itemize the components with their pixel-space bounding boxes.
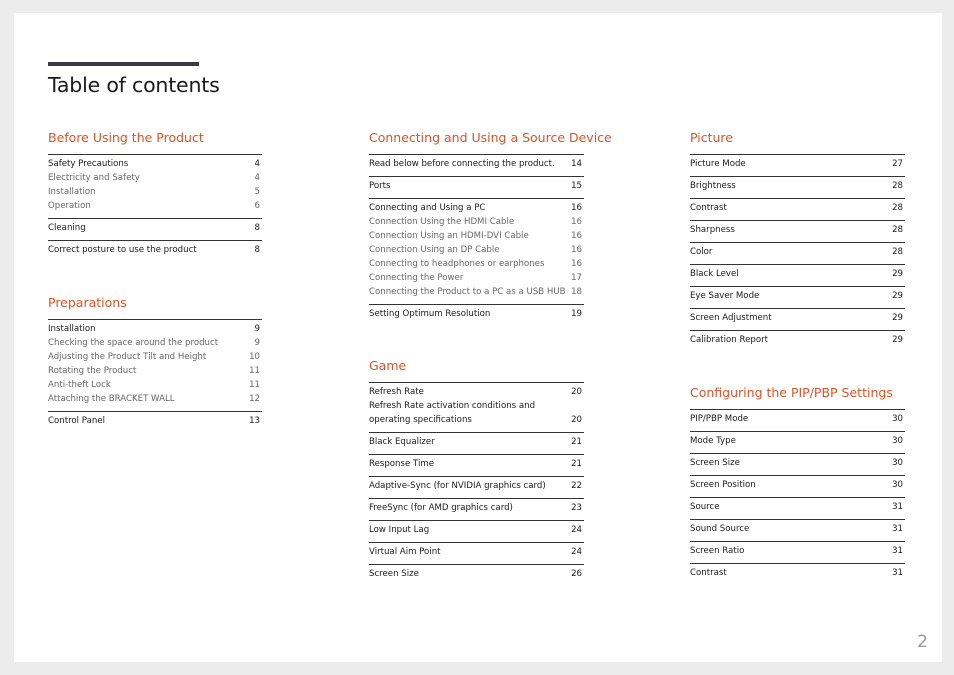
toc-entry-page: 24	[571, 525, 582, 535]
toc-entry-label: Refresh Rate	[369, 387, 424, 397]
toc-entry-page: 28	[892, 203, 903, 213]
toc-entry[interactable]	[369, 307, 584, 321]
toc-entry-page: 29	[892, 313, 903, 323]
section-connecting	[369, 129, 612, 326]
toc-subentry[interactable]	[369, 229, 584, 243]
toc-entry-page	[568, 399, 584, 413]
toc-entry-page: 4	[254, 173, 260, 183]
toc-group	[690, 563, 905, 585]
toc-entry[interactable]	[369, 399, 584, 413]
toc-subentry[interactable]	[48, 171, 262, 185]
toc-entry-label: Picture Mode	[690, 159, 746, 169]
toc-entry-label: Sharpness	[690, 225, 735, 235]
toc-entry[interactable]	[690, 223, 905, 237]
toc-entry[interactable]	[369, 435, 584, 449]
toc-group	[690, 431, 905, 453]
toc-entry-page: 16	[571, 217, 582, 227]
toc-group	[369, 564, 584, 586]
toc-entry-label: Connection Using the HDMI Cable	[369, 217, 515, 227]
toc-group	[48, 319, 262, 411]
toc-subentry[interactable]	[369, 271, 584, 285]
toc-entry-label: Connecting and Using a PC	[369, 203, 486, 213]
toc-entry-label: Adaptive-Sync (for NVIDIA graphics card)	[369, 481, 546, 491]
toc-entry-label: Sound Source	[690, 524, 750, 534]
toc-subentry[interactable]	[48, 392, 262, 406]
toc-entry-page: 13	[249, 416, 260, 426]
toc-group	[690, 242, 905, 264]
toc-group	[369, 542, 584, 564]
toc-entry-label: Screen Size	[690, 458, 740, 468]
toc-entry-page: 24	[571, 547, 582, 557]
toc-entry[interactable]	[690, 544, 905, 558]
toc-entry-label: Read below before connecting the product.	[369, 159, 555, 169]
toc-entry-page: 30	[892, 436, 903, 446]
toc-entry-page: 23	[571, 503, 582, 513]
toc-entry-page: 8	[254, 223, 260, 233]
section-title[interactable]: Configuring the PIP/PBP Settings	[690, 385, 893, 400]
toc-subentry[interactable]	[48, 185, 262, 199]
toc-group	[48, 218, 262, 240]
toc-entry-label: Anti-theft Lock	[48, 380, 111, 390]
toc-group	[369, 476, 584, 498]
toc-subentry[interactable]	[369, 285, 584, 299]
toc-entry-label: Color	[690, 247, 713, 257]
page-title: Table of contents	[48, 73, 220, 97]
toc-entry-label: Connecting the Product to a PC as a USB HUB	[369, 287, 566, 297]
toc-entry-page: 21	[571, 459, 582, 469]
section-game	[369, 357, 584, 586]
toc-entry-page: 21	[571, 437, 582, 447]
toc-subentry[interactable]	[48, 364, 262, 378]
toc-entry-page: 11	[249, 366, 260, 376]
toc-entry-page: 11	[249, 380, 260, 390]
toc-group	[690, 409, 905, 431]
toc-entry-page: 30	[892, 414, 903, 424]
toc-entry-label: Virtual Aim Point	[369, 547, 441, 557]
toc-entry-page: 20	[571, 387, 582, 397]
section-title[interactable]: Picture	[690, 130, 733, 145]
toc-subentry[interactable]	[48, 199, 262, 213]
toc-entry-label: operating specifications	[369, 415, 472, 425]
toc-entry-label: Correct posture to use the product	[48, 245, 197, 255]
toc-group	[369, 498, 584, 520]
toc-entry[interactable]	[369, 501, 584, 515]
toc-entry-page: 28	[892, 181, 903, 191]
toc-subentry[interactable]	[48, 350, 262, 364]
section-title[interactable]: Game	[369, 358, 407, 373]
toc-subentry[interactable]	[369, 215, 584, 229]
toc-entry-label: Refresh Rate activation conditions and	[369, 401, 536, 411]
toc-subentry[interactable]	[369, 257, 584, 271]
toc-entry[interactable]	[690, 500, 905, 514]
toc-entry-label: Eye Saver Mode	[690, 291, 760, 301]
toc-entry-label: Connection Using an DP Cable	[369, 245, 500, 255]
toc-entry-label: Adjusting the Product Tilt and Height	[48, 352, 207, 362]
toc-entry[interactable]	[690, 434, 905, 448]
toc-entry-label: Connecting to headphones or earphones	[369, 259, 545, 269]
toc-entry-label: Black Equalizer	[369, 437, 435, 447]
toc-entry[interactable]	[369, 457, 584, 471]
toc-entry-label: Calibration Report	[690, 335, 768, 345]
section-title[interactable]: Before Using the Product	[48, 130, 204, 145]
toc-entry[interactable]	[690, 179, 905, 193]
toc-entry[interactable]	[690, 412, 905, 426]
toc-entry-page: 17	[571, 273, 582, 283]
section-title[interactable]: Preparations	[48, 295, 127, 310]
toc-entry[interactable]	[369, 385, 584, 399]
toc-entry-label: Screen Adjustment	[690, 313, 772, 323]
toc-entry-page: 28	[892, 247, 903, 257]
toc-entry-page: 16	[571, 203, 582, 213]
toc-entry[interactable]	[690, 267, 905, 281]
toc-entry-label: Black Level	[690, 269, 739, 279]
page-number: 2	[917, 632, 928, 652]
toc-group	[369, 304, 584, 326]
toc-entry-page: 26	[571, 569, 582, 579]
toc-entry[interactable]	[369, 413, 584, 427]
toc-group	[690, 519, 905, 541]
toc-entry-page: 29	[892, 269, 903, 279]
toc-entry[interactable]	[369, 567, 584, 581]
toc-group	[690, 541, 905, 563]
toc-entry-page: 30	[892, 480, 903, 490]
toc-subentry[interactable]	[48, 336, 262, 350]
section-picture	[690, 129, 905, 352]
toc-entry[interactable]	[369, 201, 584, 215]
toc-group	[690, 176, 905, 198]
toc-entry-page: 16	[571, 245, 582, 255]
toc-entry[interactable]	[48, 322, 262, 336]
toc-entry[interactable]	[690, 456, 905, 470]
toc-entry-label: Mode Type	[690, 436, 736, 446]
toc-group	[369, 198, 584, 304]
toc-entry-label: Contrast	[690, 203, 727, 213]
toc-group	[369, 154, 584, 176]
toc-entry-label: Installation	[48, 324, 96, 334]
toc-entry-page: 10	[249, 352, 260, 362]
toc-entry-label: Installation	[48, 187, 96, 197]
toc-entry-page: 28	[892, 225, 903, 235]
toc-entry[interactable]	[690, 157, 905, 171]
toc-entry[interactable]	[48, 221, 262, 235]
toc-entry[interactable]	[690, 522, 905, 536]
title-accent-bar	[48, 62, 199, 66]
toc-entry-label: FreeSync (for AMD graphics card)	[369, 503, 513, 513]
toc-entry-page: 22	[571, 481, 582, 491]
toc-entry-label: Safety Precautions	[48, 159, 129, 169]
toc-entry-label: Response Time	[369, 459, 435, 469]
toc-entry-label: Operation	[48, 201, 91, 211]
toc-entry-label: Contrast	[690, 568, 727, 578]
toc-entry[interactable]	[690, 478, 905, 492]
toc-entry-label: PIP/PBP Mode	[690, 414, 749, 424]
toc-entry-label: Control Panel	[48, 416, 105, 426]
toc-entry-page: 9	[254, 338, 260, 348]
toc-group	[48, 240, 262, 262]
section-pip-pbp	[690, 384, 905, 585]
toc-entry-label: Attaching the BRACKET WALL	[48, 394, 175, 404]
toc-entry[interactable]	[690, 566, 905, 580]
toc-entry-label: Setting Optimum Resolution	[369, 309, 491, 319]
toc-subentry[interactable]	[48, 378, 262, 392]
toc-entry-page: 16	[571, 231, 582, 241]
toc-entry-page: 29	[892, 335, 903, 345]
toc-group	[690, 497, 905, 519]
toc-entry-page: 4	[254, 159, 260, 169]
toc-entry[interactable]	[690, 201, 905, 215]
document-page	[14, 13, 942, 662]
toc-entry-label: Brightness	[690, 181, 736, 191]
toc-group	[48, 154, 262, 218]
toc-entry-page: 12	[249, 394, 260, 404]
toc-group	[690, 198, 905, 220]
toc-entry-label: Cleaning	[48, 223, 86, 233]
toc-group	[690, 475, 905, 497]
toc-entry[interactable]	[690, 333, 905, 347]
section-title[interactable]: Connecting and Using a Source Device	[369, 130, 612, 145]
toc-group	[690, 308, 905, 330]
toc-group	[369, 520, 584, 542]
toc-entry-page: 15	[571, 181, 582, 191]
toc-group	[690, 154, 905, 176]
toc-entry-label: Connecting the Power	[369, 273, 464, 283]
toc-entry-page: 31	[892, 568, 903, 578]
toc-subentry[interactable]	[369, 243, 584, 257]
section-before-using	[48, 129, 262, 262]
toc-group	[690, 220, 905, 242]
toc-entry-label: Connection Using an HDMI-DVI Cable	[369, 231, 529, 241]
toc-entry-page: 31	[892, 546, 903, 556]
toc-entry[interactable]	[690, 311, 905, 325]
toc-group	[369, 382, 584, 432]
section-preparations	[48, 294, 262, 433]
toc-entry-page: 6	[254, 201, 260, 211]
toc-group	[690, 286, 905, 308]
toc-entry[interactable]	[369, 545, 584, 559]
toc-group	[690, 330, 905, 352]
toc-group	[369, 176, 584, 198]
toc-entry-page: 27	[892, 159, 903, 169]
toc-entry-page: 9	[254, 324, 260, 334]
toc-entry[interactable]	[369, 523, 584, 537]
toc-entry[interactable]	[48, 243, 262, 257]
toc-entry-page: 8	[254, 245, 260, 255]
toc-entry-label: Source	[690, 502, 720, 512]
toc-entry[interactable]	[369, 157, 584, 171]
toc-entry-page: 18	[571, 287, 582, 297]
toc-entry-label: Checking the space around the product	[48, 338, 219, 348]
toc-entry-page: 16	[571, 259, 582, 269]
toc-group	[48, 411, 262, 433]
toc-entry-page: 5	[254, 187, 260, 197]
toc-entry-label: Ports	[369, 181, 391, 191]
toc-entry-page: 30	[892, 458, 903, 468]
toc-entry-label: Rotating the Product	[48, 366, 137, 376]
toc-entry[interactable]	[369, 179, 584, 193]
toc-entry-label: Screen Ratio	[690, 546, 745, 556]
toc-entry[interactable]	[690, 245, 905, 259]
toc-entry-page: 20	[571, 415, 582, 425]
toc-entry[interactable]	[48, 157, 262, 171]
toc-entry[interactable]	[690, 289, 905, 303]
toc-entry-label: Screen Size	[369, 569, 419, 579]
toc-entry-page: 14	[571, 159, 582, 169]
toc-entry[interactable]	[369, 479, 584, 493]
toc-group	[369, 454, 584, 476]
toc-group	[369, 432, 584, 454]
toc-entry-page: 29	[892, 291, 903, 301]
toc-entry-label: Screen Position	[690, 480, 756, 490]
toc-entry-label: Electricity and Safety	[48, 173, 140, 183]
toc-group	[690, 264, 905, 286]
toc-group	[690, 453, 905, 475]
toc-entry-label: Low Input Lag	[369, 525, 430, 535]
toc-entry-page: 31	[892, 524, 903, 534]
toc-entry-page: 19	[571, 309, 582, 319]
toc-entry[interactable]	[48, 414, 262, 428]
toc-entry-page: 31	[892, 502, 903, 512]
